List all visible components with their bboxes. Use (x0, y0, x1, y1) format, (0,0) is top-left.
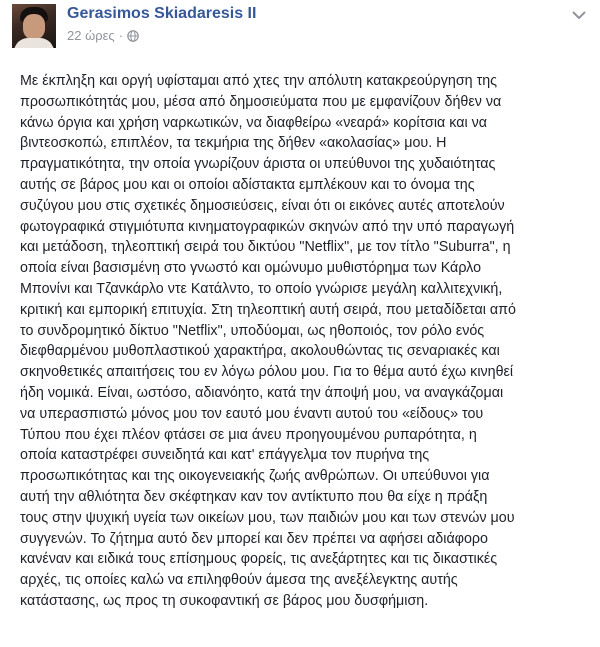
post-meta (67, 28, 139, 43)
post-body-text: Με έκπληξη και οργή υφίσταμαι από χτες την απόλυτη κατακρεούργηση της προσωπικότητάς μου, μέσα από δημοσιεύματα που με εμφανίζουν δήθεν να κάνω όργια και χρήση ναρκωτικών, να διαφθείρω «νεαρά» κορίτσια και να βιντεοσκοπώ, επιπλέον, τα τεκμήρια της δήθεν «ακολασίας» μου. Η πραγματικότητα, την οποία γνωρίζουν άριστα οι υπεύθυνοι της χυδαιότητας αυτής σε βάρος μου και οι οποίοι αδίστακτα εμπλέκουν και το όνομα της συζύγου μου στις σχετικές δημοσιεύσεις, είναι ότι οι εικόνες αυτές αποτελούν φωτογραφικά στιγμιότυπα κινηματογραφικών σκηνών από την υπό παραγωγή και μετάδοση, τηλεοπτική σειρά του δικτύου "Netflix", με τον τίτλο "Suburra", η οποία είναι βασισμένη στο γνωστό και ομώνυμο μυθιστόρημα των Κάρλο Μπονίνι και Τζανκάρλο ντε Κατάλντο, το οποίο γνώρισε μεγάλη καλλιτεχνική, κριτική και εμπορική επιτυχία. Στη τηλεοπτική αυτή σειρά, που μεταδίδεται από το συνδρομητικό δίκτυο "Netflix", υποδύομαι, ως ηθοποιός, τον ρόλο ενός διεφθαρμένου μυθοπλαστικού χαρακτήρα, ακολουθώντας τις σεναριακές και σκηνοθετικές απαιτήσεις του εν λόγω ρόλου μου. Για το θέμα αυτό έχω κινηθεί ήδη νομικά. Είναι, ωστόσο, αδιανόητο, κατά την άποψή μου, να αναγκάζομαι να υπερασπιστώ μόνος μου τον εαυτό μου έναντι αυτού του «είδους» του Τύπου που έχει πλέον φτάσει σε μια άνευ προηγουμένου ρυπαρότητα, η οποία καταστρέφει συνειδητά και κατ' επάγγελμα τον πυρήνα της προσωπικότητας και της οικογενειακής ζωής ανθρώπων. Οι υπεύθυνοι για αυτή την αθλιότητα δεν σκέφτηκαν καν τον αντίκτυπο που θα είχε η πράξη τους στην ψυχική υγεία των οικείων μου, των παιδιών μου και των στενών μου συγγενών. Το ζήτημα αυτό δεν μπορεί και δεν πρέπει να αφήσει αδιάφορο κανέναν και ειδικά τους επίσημους φορείς, τις ανεξάρτητες και τις δικαστικές αρχές, τις οποίες καλώ να επιληφθούν άμεσα της ανεξέλεγκτης αυτής κατάστασης, ως προς τη συκοφαντική σε βάρος μου δυσφήμιση. (20, 73, 516, 609)
author-avatar[interactable] (12, 4, 56, 48)
post-timestamp[interactable]: 22 ώρες (67, 28, 115, 43)
avatar-face (23, 14, 45, 40)
avatar-shirt (14, 38, 54, 48)
meta-separator: · (118, 28, 124, 43)
globe-icon[interactable] (127, 30, 139, 42)
author-name[interactable]: Gerasimos Skiadaresis II (67, 5, 257, 22)
post-header (12, 4, 588, 48)
chevron-down-icon[interactable] (572, 10, 586, 20)
